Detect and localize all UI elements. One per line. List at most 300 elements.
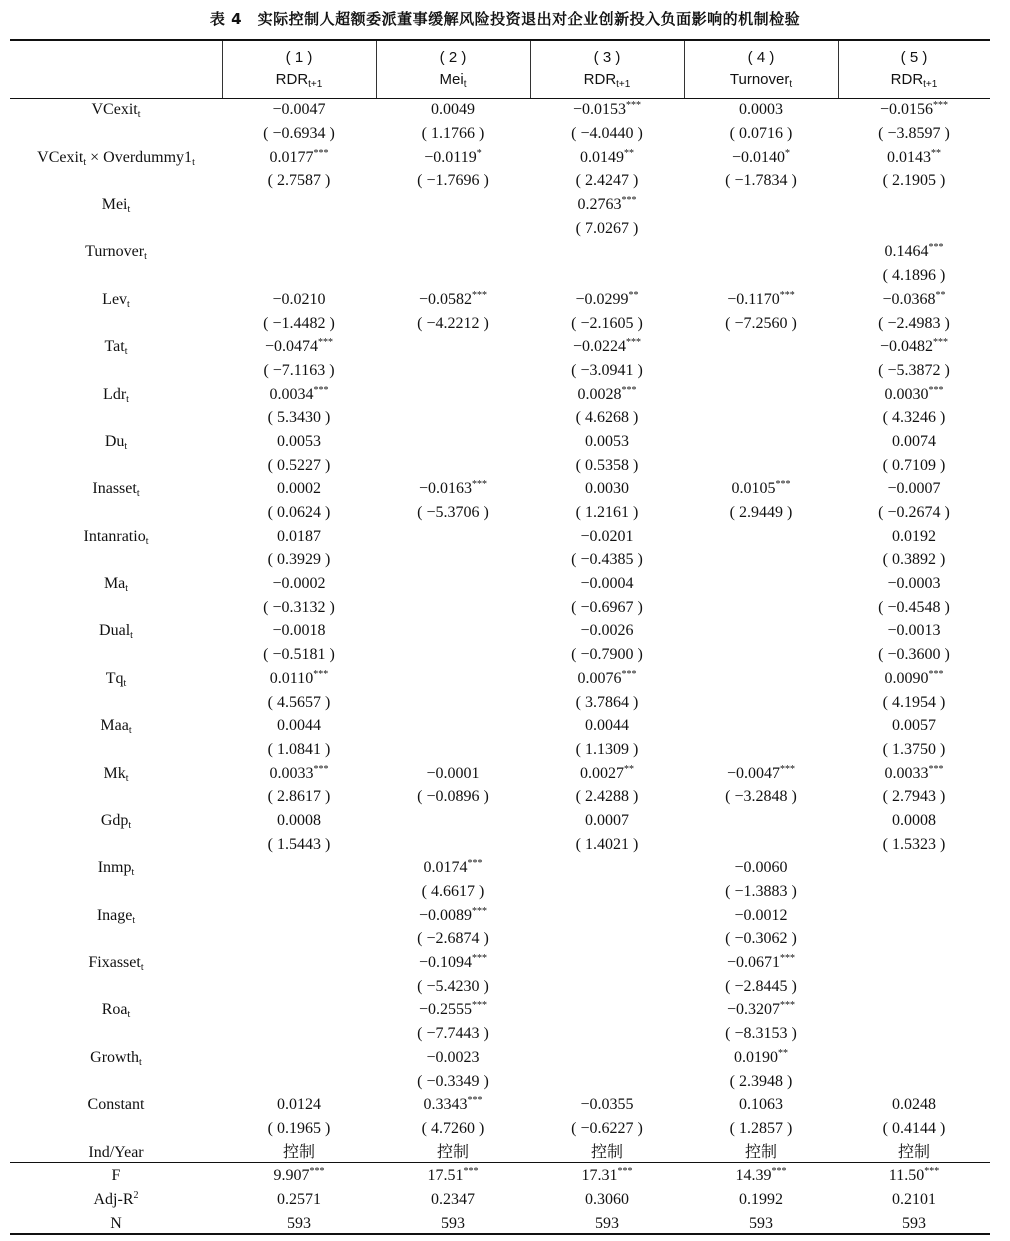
column-number: ( 3 ) bbox=[593, 49, 621, 66]
coefficient-cell bbox=[222, 998, 376, 1022]
variable-label-blank bbox=[10, 548, 222, 572]
t-stat-row bbox=[10, 785, 990, 809]
t-stat-cell: ( 2.4288 ) bbox=[575, 788, 639, 806]
coefficient-cell bbox=[376, 240, 530, 264]
t-stat-cell: ( 1.5323 ) bbox=[882, 835, 946, 853]
t-stat-row bbox=[10, 643, 990, 667]
t-stat-cell bbox=[838, 880, 990, 904]
t-stat-cell: ( −5.3872 ) bbox=[878, 361, 950, 379]
variable-label-blank bbox=[10, 785, 222, 809]
t-stat-cell: ( −0.6227 ) bbox=[571, 1119, 643, 1137]
t-stat-cell: ( −4.2212 ) bbox=[417, 314, 489, 332]
coefficient-row bbox=[10, 856, 990, 880]
statistic-value: 0.1992 bbox=[739, 1191, 783, 1209]
coefficient-cell bbox=[376, 524, 530, 548]
column-header bbox=[838, 40, 990, 98]
coefficient-cell: 0.0008 bbox=[277, 811, 321, 829]
coefficient-cell: −0.0368** bbox=[882, 289, 946, 308]
t-stat-cell: ( 2.4247 ) bbox=[575, 172, 639, 190]
t-stat-cell: ( 4.1896 ) bbox=[882, 267, 946, 285]
t-stat-cell: ( 2.9449 ) bbox=[729, 504, 793, 522]
t-stat-cell: ( −1.7834 ) bbox=[725, 172, 797, 190]
coefficient-cell: 0.0174*** bbox=[423, 858, 483, 877]
t-stat-cell bbox=[684, 406, 838, 430]
coefficient-cell: −0.1170*** bbox=[727, 289, 795, 308]
t-stat-cell: ( 4.6268 ) bbox=[575, 409, 639, 427]
coefficient-cell bbox=[222, 856, 376, 880]
column-dependent-var: $RDR_{t+1}$ bbox=[275, 71, 323, 90]
coefficient-cell: 0.0187 bbox=[277, 527, 321, 545]
coefficient-cell bbox=[222, 193, 376, 217]
coefficient-cell: 0.0192 bbox=[892, 527, 936, 545]
variable-label: Inage$_t$ bbox=[96, 906, 136, 926]
t-stat-cell bbox=[376, 359, 530, 383]
variable-label: $Mk_t$ bbox=[103, 764, 129, 784]
coefficient-cell: 0.0105*** bbox=[731, 479, 791, 498]
t-stat-row bbox=[10, 453, 990, 477]
variable-label: Inmp$_t$ bbox=[97, 859, 135, 879]
coefficient-cell: −0.0003 bbox=[887, 575, 941, 593]
variable-label: Roa$_t$ bbox=[101, 1001, 131, 1021]
coefficient-cell: 0.0143** bbox=[887, 147, 941, 166]
coefficient-cell bbox=[376, 714, 530, 738]
t-stat-cell: ( −0.3349 ) bbox=[417, 1072, 489, 1090]
statistic-value: 9.907*** bbox=[273, 1166, 325, 1185]
t-stat-row bbox=[10, 595, 990, 619]
t-stat-cell: ( −5.4230 ) bbox=[417, 977, 489, 995]
t-stat-cell: ( 0.1965 ) bbox=[267, 1119, 331, 1137]
t-stat-cell bbox=[838, 927, 990, 951]
coefficient-cell: −0.0582*** bbox=[418, 289, 488, 308]
t-stat-cell: ( 4.5657 ) bbox=[267, 693, 331, 711]
coefficient-cell bbox=[684, 572, 838, 596]
coefficient-cell bbox=[684, 714, 838, 738]
variable-label: VCexit$_t$ × $Overdummy1_t$ bbox=[37, 148, 195, 168]
t-stat-cell: ( −3.8597 ) bbox=[878, 125, 950, 143]
t-stat-cell: ( −0.6967 ) bbox=[571, 598, 643, 616]
t-stat-cell: ( −2.8445 ) bbox=[725, 977, 797, 995]
coefficient-cell: 控制 bbox=[436, 1143, 469, 1161]
t-stat-row bbox=[10, 122, 990, 146]
coefficient-row bbox=[10, 145, 990, 169]
variable-label: Gdp$_t$ bbox=[100, 811, 132, 831]
t-stat-row bbox=[10, 738, 990, 762]
t-stat-cell: ( −0.4548 ) bbox=[878, 598, 950, 616]
t-stat-cell: ( −4.0440 ) bbox=[571, 125, 643, 143]
variable-label: Lev$_t$ bbox=[102, 290, 130, 310]
coefficient-cell: 0.0177*** bbox=[269, 147, 329, 166]
header-corner bbox=[10, 40, 222, 98]
t-stat-cell: ( −2.1605 ) bbox=[571, 314, 643, 332]
t-stat-cell: ( 1.3750 ) bbox=[882, 740, 946, 758]
coefficient-row bbox=[10, 619, 990, 643]
coefficient-cell: −0.0474*** bbox=[264, 337, 334, 356]
statistic-value: 593 bbox=[441, 1215, 465, 1233]
coefficient-cell: 0.0034*** bbox=[269, 384, 329, 403]
coefficient-body bbox=[10, 98, 990, 1164]
coefficient-cell: −0.0012 bbox=[734, 906, 788, 924]
coefficient-cell: 0.2763*** bbox=[577, 195, 637, 214]
coefficient-cell bbox=[838, 903, 990, 927]
coefficient-cell bbox=[684, 619, 838, 643]
t-stat-cell bbox=[684, 832, 838, 856]
coefficient-row bbox=[10, 761, 990, 785]
coefficient-cell bbox=[376, 619, 530, 643]
coefficient-row bbox=[10, 98, 990, 122]
t-stat-cell bbox=[838, 974, 990, 998]
coefficient-cell: −0.0018 bbox=[272, 622, 326, 640]
coefficient-cell: 0.0044 bbox=[585, 717, 629, 735]
t-stat-cell: ( 5.3430 ) bbox=[267, 409, 331, 427]
variable-label: Growth$_t$ bbox=[90, 1048, 142, 1068]
coefficient-cell bbox=[376, 430, 530, 454]
coefficient-cell bbox=[838, 1046, 990, 1070]
coefficient-cell: 0.0044 bbox=[277, 717, 321, 735]
statistic-row bbox=[10, 1164, 990, 1188]
t-stat-cell bbox=[684, 453, 838, 477]
variable-label-blank bbox=[10, 122, 222, 146]
variable-label-blank bbox=[10, 738, 222, 762]
t-stat-cell bbox=[684, 738, 838, 762]
coefficient-cell: 控制 bbox=[590, 1143, 623, 1161]
statistic-value: 0.2101 bbox=[892, 1191, 936, 1209]
coefficient-cell: 0.1464*** bbox=[884, 242, 944, 261]
t-stat-cell: ( −0.3132 ) bbox=[263, 598, 335, 616]
t-stat-cell: ( 1.0841 ) bbox=[267, 740, 331, 758]
coefficient-cell: 0.0003 bbox=[739, 101, 783, 119]
coefficient-cell: 0.0002 bbox=[277, 480, 321, 498]
variable-label: VCexit$_t$ bbox=[91, 101, 141, 121]
t-stat-cell bbox=[838, 1069, 990, 1093]
coefficient-cell bbox=[684, 335, 838, 359]
t-stat-row bbox=[10, 1069, 990, 1093]
t-stat-cell bbox=[530, 1069, 684, 1093]
coefficient-cell bbox=[376, 193, 530, 217]
coefficient-cell: −0.0023 bbox=[426, 1048, 480, 1066]
variable-label-blank bbox=[10, 880, 222, 904]
t-stat-cell: ( 4.3246 ) bbox=[882, 409, 946, 427]
variable-label-blank bbox=[10, 501, 222, 525]
coefficient-cell: −0.0153*** bbox=[572, 100, 642, 119]
coefficient-cell bbox=[530, 951, 684, 975]
statistics-footer bbox=[10, 1164, 990, 1236]
t-stat-row bbox=[10, 832, 990, 856]
variable-label: Fixasset$_t$ bbox=[88, 954, 144, 974]
coefficient-row bbox=[10, 951, 990, 975]
t-stat-cell bbox=[376, 690, 530, 714]
t-stat-cell bbox=[376, 738, 530, 762]
statistic-row bbox=[10, 1188, 990, 1212]
t-stat-cell bbox=[376, 832, 530, 856]
coefficient-row bbox=[10, 572, 990, 596]
t-stat-cell bbox=[376, 453, 530, 477]
header-row bbox=[10, 40, 990, 98]
t-stat-row bbox=[10, 690, 990, 714]
t-stat-cell bbox=[684, 643, 838, 667]
coefficient-row bbox=[10, 193, 990, 217]
coefficient-cell: −0.0163*** bbox=[418, 479, 488, 498]
column-dependent-var: $RDR_{t+1}$ bbox=[583, 71, 631, 90]
column-number: ( 2 ) bbox=[439, 49, 467, 66]
t-stat-cell: ( 2.7587 ) bbox=[267, 172, 331, 190]
t-stat-cell bbox=[222, 1022, 376, 1046]
coefficient-row bbox=[10, 1046, 990, 1070]
t-stat-cell: ( −0.3600 ) bbox=[878, 646, 950, 664]
variable-label-blank bbox=[10, 974, 222, 998]
t-stat-cell: ( −1.7696 ) bbox=[417, 172, 489, 190]
coefficient-cell bbox=[376, 572, 530, 596]
variable-label-blank bbox=[10, 832, 222, 856]
coefficient-cell: 0.3343*** bbox=[423, 1095, 483, 1114]
t-stat-cell: ( −0.5181 ) bbox=[263, 646, 335, 664]
column-dependent-var: Mei$_t$ bbox=[439, 71, 467, 90]
t-stat-cell bbox=[376, 264, 530, 288]
t-stat-cell: ( 2.8617 ) bbox=[267, 788, 331, 806]
coefficient-cell: 0.0074 bbox=[892, 432, 936, 450]
coefficient-cell: −0.0210 bbox=[272, 290, 326, 308]
coefficient-cell bbox=[530, 903, 684, 927]
coefficient-cell bbox=[684, 240, 838, 264]
coefficient-cell: −0.0002 bbox=[272, 575, 326, 593]
column-header bbox=[222, 40, 376, 98]
coefficient-cell bbox=[222, 951, 376, 975]
statistic-value: 11.50*** bbox=[888, 1166, 940, 1185]
coefficient-cell: −0.3207*** bbox=[726, 1000, 796, 1019]
t-stat-cell: ( −0.0896 ) bbox=[417, 788, 489, 806]
t-stat-cell: ( 1.1309 ) bbox=[575, 740, 639, 758]
variable-label: Ind/Year bbox=[88, 1143, 144, 1161]
variable-label: $Tq_t$ bbox=[105, 669, 127, 689]
t-stat-cell: ( −7.7443 ) bbox=[417, 1025, 489, 1043]
coefficient-cell: 0.0190** bbox=[734, 1047, 788, 1066]
statistic-value: 17.51*** bbox=[427, 1166, 479, 1185]
variable-label-blank bbox=[10, 359, 222, 383]
t-stat-cell: ( −7.1163 ) bbox=[263, 361, 335, 379]
variable-label: Maa$_t$ bbox=[100, 717, 132, 737]
t-stat-cell: ( −1.3883 ) bbox=[725, 883, 797, 901]
t-stat-cell: ( 0.5227 ) bbox=[267, 456, 331, 474]
coefficient-cell: −0.0047*** bbox=[726, 763, 796, 782]
coefficient-cell: 0.0033*** bbox=[269, 763, 329, 782]
variable-label-blank bbox=[10, 643, 222, 667]
t-stat-cell bbox=[376, 216, 530, 240]
variable-label: Turnover$_t$ bbox=[85, 243, 147, 263]
coefficient-cell bbox=[684, 193, 838, 217]
coefficient-cell bbox=[684, 524, 838, 548]
coefficient-cell bbox=[222, 1046, 376, 1070]
coefficient-row bbox=[10, 998, 990, 1022]
variable-label-blank bbox=[10, 1117, 222, 1141]
t-stat-cell bbox=[684, 690, 838, 714]
coefficient-cell: 0.0030 bbox=[585, 480, 629, 498]
coefficient-cell bbox=[376, 667, 530, 691]
t-stat-cell bbox=[530, 880, 684, 904]
column-number: ( 5 ) bbox=[900, 49, 928, 66]
variable-label: Dual$_t$ bbox=[99, 622, 133, 642]
t-stat-cell bbox=[684, 359, 838, 383]
coefficient-row bbox=[10, 288, 990, 312]
coefficient-cell: −0.0047 bbox=[272, 101, 326, 119]
coefficient-cell bbox=[684, 667, 838, 691]
t-stat-row bbox=[10, 501, 990, 525]
t-stat-cell bbox=[376, 643, 530, 667]
t-stat-cell: ( 1.2857 ) bbox=[729, 1119, 793, 1137]
coefficient-cell bbox=[684, 382, 838, 406]
variable-label: $Du_t$ bbox=[104, 432, 128, 452]
t-stat-cell: ( −5.3706 ) bbox=[417, 504, 489, 522]
t-stat-row bbox=[10, 927, 990, 951]
coefficient-cell: −0.0060 bbox=[734, 859, 788, 877]
coefficient-cell: −0.0004 bbox=[580, 575, 634, 593]
variable-label-blank bbox=[10, 406, 222, 430]
coefficient-row bbox=[10, 382, 990, 406]
t-stat-cell bbox=[376, 548, 530, 572]
t-stat-cell: ( −8.3153 ) bbox=[725, 1025, 797, 1043]
t-stat-cell: ( 0.3929 ) bbox=[267, 551, 331, 569]
variable-label-blank bbox=[10, 927, 222, 951]
t-stat-cell: ( 0.5358 ) bbox=[575, 456, 639, 474]
t-stat-cell: ( 0.0624 ) bbox=[267, 504, 331, 522]
statistic-value: 0.2571 bbox=[277, 1191, 321, 1209]
column-header bbox=[530, 40, 684, 98]
t-stat-cell: ( −7.2560 ) bbox=[725, 314, 797, 332]
coefficient-cell: 0.0124 bbox=[277, 1096, 321, 1114]
variable-label-blank bbox=[10, 311, 222, 335]
variable-label-blank bbox=[10, 595, 222, 619]
t-stat-cell: ( −0.6934 ) bbox=[263, 125, 335, 143]
coefficient-row bbox=[10, 524, 990, 548]
t-stat-cell bbox=[222, 974, 376, 998]
t-stat-cell: ( 0.7109 ) bbox=[882, 456, 946, 474]
coefficient-row bbox=[10, 903, 990, 927]
variable-label-blank bbox=[10, 1069, 222, 1093]
coefficient-cell: −0.0089*** bbox=[418, 905, 488, 924]
coefficient-cell: 0.0053 bbox=[277, 432, 321, 450]
coefficient-cell: 0.0030*** bbox=[884, 384, 944, 403]
t-stat-row bbox=[10, 406, 990, 430]
t-stat-row bbox=[10, 974, 990, 998]
t-stat-cell: ( −2.4983 ) bbox=[878, 314, 950, 332]
t-stat-cell: ( 1.5443 ) bbox=[267, 835, 331, 853]
coefficient-cell: −0.0001 bbox=[426, 764, 480, 782]
t-stat-row bbox=[10, 548, 990, 572]
t-stat-row bbox=[10, 311, 990, 335]
t-stat-cell bbox=[838, 1022, 990, 1046]
t-stat-cell: ( 4.1954 ) bbox=[882, 693, 946, 711]
t-stat-cell: ( 7.0267 ) bbox=[575, 219, 639, 237]
t-stat-cell: ( 2.1905 ) bbox=[882, 172, 946, 190]
t-stat-cell: ( 2.7943 ) bbox=[882, 788, 946, 806]
coefficient-cell: −0.0007 bbox=[887, 480, 941, 498]
statistic-value: 593 bbox=[287, 1215, 311, 1233]
variable-label-blank bbox=[10, 690, 222, 714]
coefficient-cell: 控制 bbox=[744, 1143, 777, 1161]
t-stat-cell: ( −0.4385 ) bbox=[571, 551, 643, 569]
t-stat-cell: ( −3.0941 ) bbox=[571, 361, 643, 379]
statistic-label: Adj-$R^2$ bbox=[93, 1190, 139, 1209]
coefficient-cell: −0.0299** bbox=[575, 289, 639, 308]
coefficient-cell: −0.0355 bbox=[580, 1096, 634, 1114]
coefficient-cell bbox=[684, 430, 838, 454]
coefficient-cell bbox=[376, 809, 530, 833]
coefficient-cell: −0.0482*** bbox=[879, 337, 949, 356]
coefficient-row bbox=[10, 1093, 990, 1117]
regression-table bbox=[10, 40, 990, 1236]
column-header bbox=[376, 40, 530, 98]
t-stat-cell: ( 2.3948 ) bbox=[729, 1072, 793, 1090]
variable-label: Intanratio$_t$ bbox=[83, 527, 149, 547]
coefficient-row bbox=[10, 714, 990, 738]
t-stat-cell bbox=[222, 264, 376, 288]
coefficient-cell: −0.0013 bbox=[887, 622, 941, 640]
t-stat-cell: ( −0.2674 ) bbox=[878, 504, 950, 522]
coefficient-cell bbox=[684, 809, 838, 833]
t-stat-cell: ( 4.7260 ) bbox=[421, 1119, 485, 1137]
t-stat-cell bbox=[222, 927, 376, 951]
t-stat-cell: ( 3.7864 ) bbox=[575, 693, 639, 711]
t-stat-row bbox=[10, 1022, 990, 1046]
t-stat-cell: ( 0.4144 ) bbox=[882, 1119, 946, 1137]
coefficient-cell: 控制 bbox=[897, 1143, 930, 1161]
t-stat-cell bbox=[376, 595, 530, 619]
coefficient-cell bbox=[838, 951, 990, 975]
statistic-value: 593 bbox=[749, 1215, 773, 1233]
coefficient-cell: 0.0007 bbox=[585, 811, 629, 829]
column-header bbox=[684, 40, 838, 98]
t-stat-cell bbox=[684, 595, 838, 619]
statistic-value: 593 bbox=[902, 1215, 926, 1233]
coefficient-row bbox=[10, 667, 990, 691]
coefficient-row bbox=[10, 335, 990, 359]
coefficient-cell: 0.0248 bbox=[892, 1096, 936, 1114]
coefficient-cell: 0.0149** bbox=[580, 147, 634, 166]
coefficient-cell bbox=[530, 240, 684, 264]
t-stat-cell bbox=[530, 927, 684, 951]
variable-label: Ldr$_t$ bbox=[103, 385, 129, 405]
coefficient-cell: −0.0224*** bbox=[572, 337, 642, 356]
coefficient-cell bbox=[838, 193, 990, 217]
coefficient-row bbox=[10, 809, 990, 833]
coefficient-cell: 0.0053 bbox=[585, 432, 629, 450]
coefficient-cell bbox=[838, 998, 990, 1022]
variable-label: $Ma_t$ bbox=[103, 575, 129, 595]
statistic-label: F bbox=[111, 1167, 121, 1185]
coefficient-cell: 0.0057 bbox=[892, 717, 936, 735]
t-stat-cell bbox=[530, 1022, 684, 1046]
coefficient-cell bbox=[530, 856, 684, 880]
t-stat-cell: ( 1.2161 ) bbox=[575, 504, 639, 522]
t-stat-row bbox=[10, 1117, 990, 1141]
coefficient-cell: 0.0027** bbox=[580, 763, 634, 782]
column-number: ( 1 ) bbox=[285, 49, 313, 66]
coefficient-cell bbox=[530, 998, 684, 1022]
t-stat-cell bbox=[838, 216, 990, 240]
coefficient-cell: 控制 bbox=[282, 1143, 315, 1161]
coefficient-row bbox=[10, 477, 990, 501]
coefficient-row bbox=[10, 430, 990, 454]
coefficient-cell: −0.0119* bbox=[424, 147, 482, 166]
coefficient-cell: 0.0028*** bbox=[577, 384, 637, 403]
coefficient-cell: 0.0090*** bbox=[884, 668, 944, 687]
variable-label-blank bbox=[10, 169, 222, 193]
statistic-value: 14.39*** bbox=[735, 1166, 787, 1185]
statistic-value: 0.3060 bbox=[585, 1191, 629, 1209]
coefficient-cell: 0.0033*** bbox=[884, 763, 944, 782]
t-stat-cell bbox=[222, 1069, 376, 1093]
t-stat-cell bbox=[376, 406, 530, 430]
t-stat-cell bbox=[222, 880, 376, 904]
coefficient-row bbox=[10, 1140, 990, 1164]
